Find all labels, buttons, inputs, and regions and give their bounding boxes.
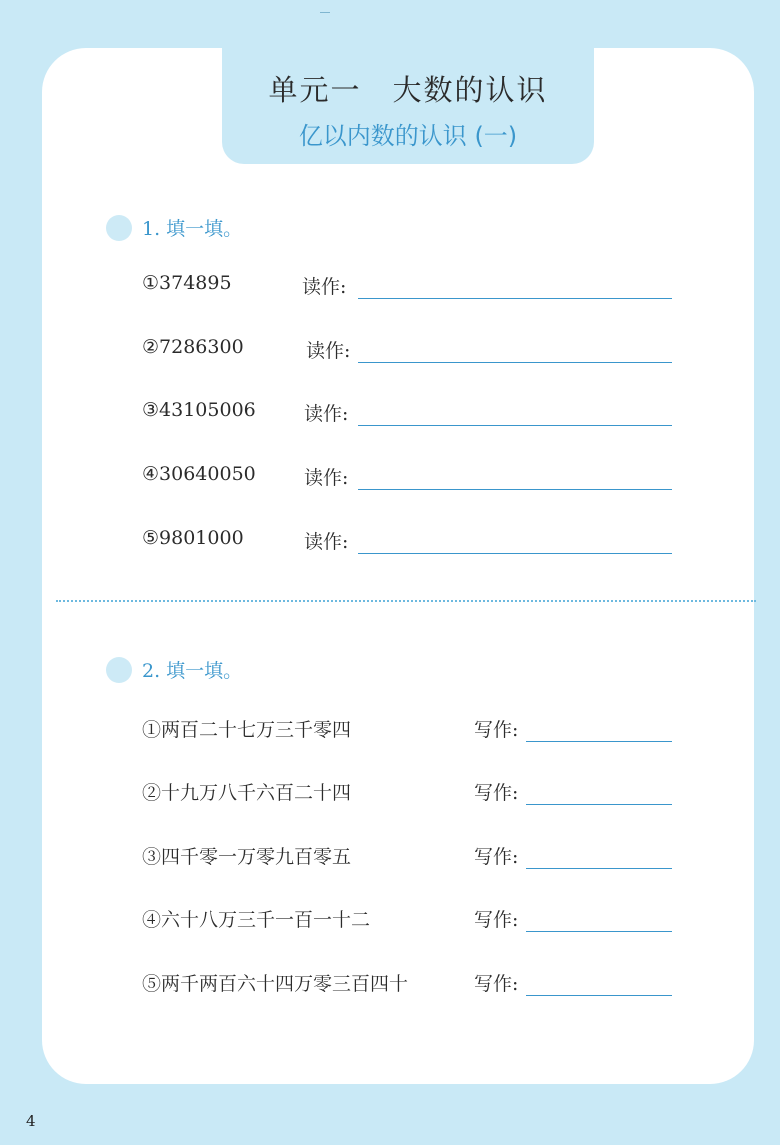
answer-line[interactable]	[526, 741, 672, 742]
answer-line[interactable]	[526, 868, 672, 869]
answer-line[interactable]	[358, 425, 672, 426]
lesson-title: 亿以内数的认识 (一)	[298, 122, 518, 150]
answer-line[interactable]	[526, 931, 672, 932]
section-2-heading	[106, 656, 242, 683]
item-number: ③43105006	[142, 399, 256, 421]
item-number: ①374895	[142, 272, 232, 294]
unit-title: 单元一 大数的认识	[268, 73, 548, 107]
read-as-label: 读作:	[302, 276, 347, 298]
write-as-label: 写作:	[474, 782, 519, 804]
answer-line[interactable]	[358, 489, 672, 490]
answer-line[interactable]	[358, 553, 672, 554]
bullet-dot-icon	[106, 657, 132, 683]
item-words: ②十九万八千六百二十四	[142, 782, 352, 804]
read-as-label: 读作:	[304, 531, 349, 553]
section-divider	[56, 600, 756, 602]
section-1-heading	[106, 214, 242, 241]
crop-mark	[320, 12, 330, 13]
item-words: ③四千零一万零九百零五	[142, 846, 352, 868]
item-number: ②7286300	[142, 336, 244, 358]
read-as-label: 读作:	[304, 467, 349, 489]
write-as-label: 写作:	[474, 719, 519, 741]
read-as-label: 读作:	[304, 403, 349, 425]
write-as-label: 写作:	[474, 909, 519, 931]
item-words: ④六十八万三千一百一十二	[142, 909, 371, 931]
bullet-dot-icon	[106, 215, 132, 241]
write-as-label: 写作:	[474, 846, 519, 868]
item-number: ⑤9801000	[142, 527, 244, 549]
answer-line[interactable]	[358, 298, 672, 299]
read-as-label: 读作:	[306, 340, 351, 362]
item-words: ①两百二十七万三千零四	[142, 719, 352, 741]
section-2-title: 2. 填一填。	[142, 660, 243, 682]
write-as-label: 写作:	[474, 973, 519, 995]
answer-line[interactable]	[526, 995, 672, 996]
page-number: 4	[26, 1112, 36, 1130]
item-number: ④30640050	[142, 463, 256, 485]
section-1-title: 1. 填一填。	[142, 218, 243, 240]
answer-line[interactable]	[526, 804, 672, 805]
item-words: ⑤两千两百六十四万零三百四十	[142, 973, 409, 995]
answer-line[interactable]	[358, 362, 672, 363]
